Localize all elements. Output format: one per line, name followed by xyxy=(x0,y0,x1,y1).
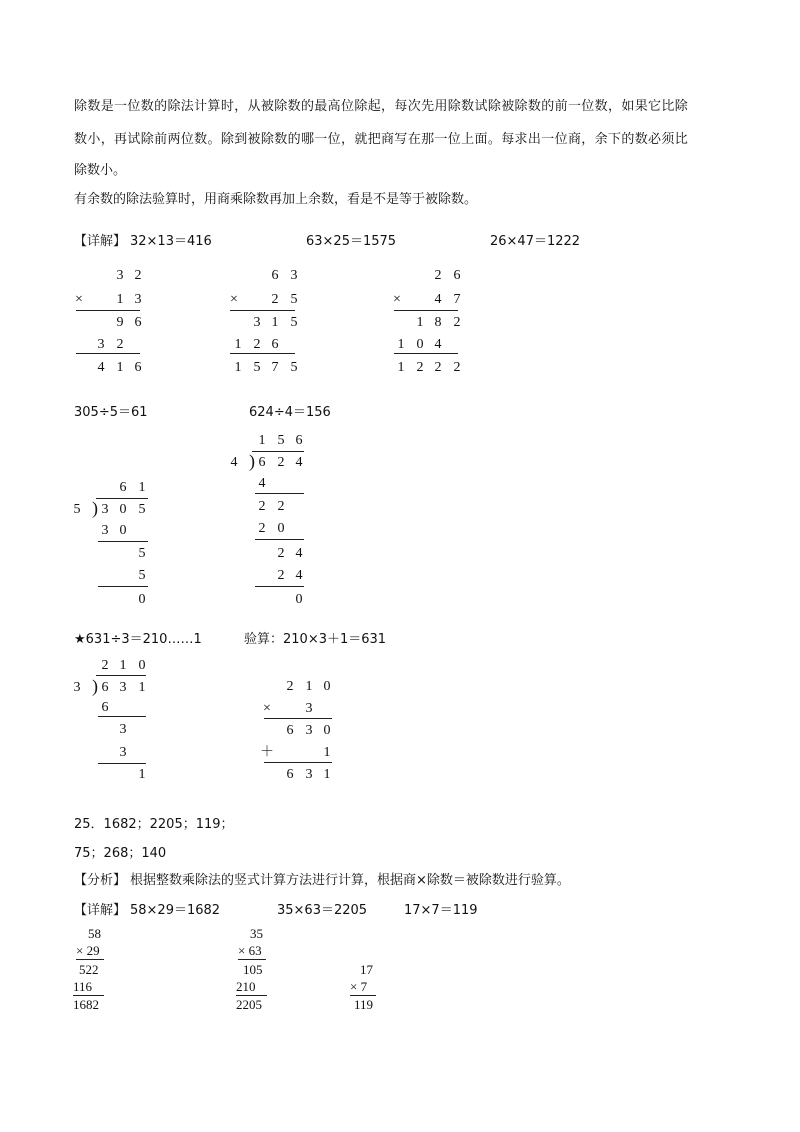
digit: 3 xyxy=(253,315,261,330)
digit: 6 xyxy=(295,433,303,448)
rule xyxy=(264,762,332,763)
digit: 1 xyxy=(305,679,313,694)
digit: 2 xyxy=(271,292,279,307)
division-eq-1: 305÷5＝61 xyxy=(74,405,148,420)
times-sign: × xyxy=(75,292,83,307)
digit: 6 xyxy=(134,360,142,375)
operand: × 29 xyxy=(76,943,100,958)
digit: 1 xyxy=(234,337,242,352)
digit: 5 xyxy=(253,360,261,375)
intro-line-2: 数小，再试除前两位数。除到被除数的哪一位，就把商写在那一位上面。每求出一位商，余下的数必须比 xyxy=(74,132,689,147)
digit: 4 xyxy=(295,455,303,470)
digit: 1 xyxy=(119,658,127,673)
divisor: 5 xyxy=(73,502,81,517)
rule xyxy=(394,310,458,311)
digit: 6 xyxy=(101,700,109,715)
digit: 3 xyxy=(305,767,313,782)
digit: 2 xyxy=(134,268,142,283)
rule xyxy=(98,541,148,542)
rule xyxy=(264,718,332,719)
digit: 5 xyxy=(138,568,146,583)
divisor: 4 xyxy=(230,455,238,470)
digit: 4 xyxy=(97,360,105,375)
digit: 7 xyxy=(271,360,279,375)
partial: 522 xyxy=(79,962,99,977)
partial: 105 xyxy=(243,962,263,977)
digit: 0 xyxy=(323,723,331,738)
division-bar xyxy=(252,451,304,452)
digit: 1 xyxy=(323,767,331,782)
digit: 3 xyxy=(97,337,105,352)
digit: 5 xyxy=(138,546,146,561)
digit: 3 xyxy=(305,701,313,716)
answer-line-2: 75；268；140 xyxy=(74,846,167,861)
rule xyxy=(98,763,146,764)
intro-line-3: 除数小。 xyxy=(74,163,127,178)
digit: 2 xyxy=(101,658,109,673)
digit: 3 xyxy=(119,680,127,695)
digit: 2 xyxy=(116,337,124,352)
operand: × 63 xyxy=(238,943,262,958)
digit: 0 xyxy=(138,592,146,607)
division-bar xyxy=(96,675,146,676)
digit: 1 xyxy=(116,360,124,375)
digit: 6 xyxy=(101,680,109,695)
digit: 6 xyxy=(119,480,127,495)
digit: 3 xyxy=(101,523,109,538)
rule xyxy=(230,353,295,354)
digit: 5 xyxy=(138,502,146,517)
bracket: ) xyxy=(92,498,98,518)
detail1-eq3: 26×47＝1222 xyxy=(490,234,581,249)
partial: 116 xyxy=(73,979,93,994)
result: 1682 xyxy=(73,997,99,1012)
analysis-text: 根据整数乘除法的竖式计算方法进行计算，根据商×除数＝被除数进行验算。 xyxy=(130,873,570,888)
digit: 0 xyxy=(295,592,303,607)
check-equation: 验算：210×3＋1＝631 xyxy=(244,632,387,647)
rule xyxy=(76,959,104,960)
digit: 6 xyxy=(258,455,266,470)
digit: 6 xyxy=(453,268,461,283)
digit: 1 xyxy=(397,360,405,375)
digit: 3 xyxy=(119,722,127,737)
digit: 4 xyxy=(434,292,442,307)
digit: 1 xyxy=(138,767,146,782)
digit: 1 xyxy=(138,680,146,695)
digit: 3 xyxy=(134,292,142,307)
digit: 1 xyxy=(416,315,424,330)
rule xyxy=(230,310,295,311)
digit: 1 xyxy=(271,315,279,330)
division-eq-2: 624÷4＝156 xyxy=(249,405,331,420)
digit: 4 xyxy=(295,568,303,583)
digit: 0 xyxy=(119,523,127,538)
operand: × 7 xyxy=(350,979,368,994)
detail1-eq2: 63×25＝1575 xyxy=(306,234,397,249)
times-sign: × xyxy=(393,292,401,307)
answer-line-1: 25．1682；2205；119； xyxy=(74,817,234,832)
division-bar xyxy=(96,498,148,499)
digit: 4 xyxy=(434,337,442,352)
digit: 2 xyxy=(258,521,266,536)
digit: 6 xyxy=(134,315,142,330)
digit: 3 xyxy=(119,745,127,760)
digit: 2 xyxy=(434,360,442,375)
rule xyxy=(238,959,266,960)
digit: 0 xyxy=(277,521,285,536)
rule xyxy=(255,539,304,540)
digit: 3 xyxy=(305,723,313,738)
digit: 0 xyxy=(119,502,127,517)
digit: 2 xyxy=(286,679,294,694)
digit: 7 xyxy=(453,292,461,307)
rule xyxy=(350,995,376,996)
plus-sign: ＋ xyxy=(260,745,274,760)
result: 2205 xyxy=(236,997,262,1012)
digit: 2 xyxy=(253,337,261,352)
digit: 0 xyxy=(416,337,424,352)
operand: 17 xyxy=(360,962,373,977)
digit: 6 xyxy=(286,767,294,782)
digit: 3 xyxy=(116,268,124,283)
digit: 5 xyxy=(277,433,285,448)
rule xyxy=(98,586,148,587)
digit: 9 xyxy=(116,315,124,330)
rule xyxy=(73,995,104,996)
intro-line-4: 有余数的除法验算时，用商乘除数再加上余数，看是不是等于被除数。 xyxy=(74,192,478,207)
digit: 0 xyxy=(138,658,146,673)
digit: 2 xyxy=(434,268,442,283)
analysis-label: 【分析】 xyxy=(74,873,127,888)
digit: 3 xyxy=(290,268,298,283)
detail-label-2: 【详解】 xyxy=(74,903,127,918)
digit: 3 xyxy=(101,502,109,517)
digit: 1 xyxy=(234,360,242,375)
digit: 2 xyxy=(453,315,461,330)
star-equation: ★631÷3＝210……1 xyxy=(74,632,202,647)
digit: 0 xyxy=(323,679,331,694)
digit: 5 xyxy=(290,315,298,330)
digit: 6 xyxy=(286,723,294,738)
rule xyxy=(98,716,146,717)
digit: 8 xyxy=(434,315,442,330)
divisor: 3 xyxy=(73,680,81,695)
rule xyxy=(255,493,304,494)
digit: 2 xyxy=(277,568,285,583)
digit: 1 xyxy=(116,292,124,307)
digit: 1 xyxy=(258,433,266,448)
partial: 210 xyxy=(236,979,256,994)
rule xyxy=(236,995,267,996)
digit: 2 xyxy=(453,360,461,375)
digit: 2 xyxy=(277,455,285,470)
digit: 1 xyxy=(323,745,331,760)
digit: 2 xyxy=(258,499,266,514)
digit: 6 xyxy=(271,268,279,283)
digit: 2 xyxy=(416,360,424,375)
result: 119 xyxy=(354,997,374,1012)
intro-line-1: 除数是一位数的除法计算时，从被除数的最高位除起，每次先用除数试除被除数的前一位数，如果它比除 xyxy=(74,99,689,114)
digit: 5 xyxy=(290,360,298,375)
digit: 2 xyxy=(277,499,285,514)
operand: 58 xyxy=(88,926,101,941)
rule xyxy=(255,586,304,587)
operand: 35 xyxy=(250,926,263,941)
digit: 4 xyxy=(258,476,266,491)
digit: 5 xyxy=(290,292,298,307)
times-sign: × xyxy=(230,292,238,307)
digit: 6 xyxy=(271,337,279,352)
digit: 1 xyxy=(397,337,405,352)
times-sign: × xyxy=(263,701,271,716)
detail2-eq2: 35×63＝2205 xyxy=(277,903,368,918)
rule xyxy=(76,310,140,311)
digit: 4 xyxy=(295,546,303,561)
rule xyxy=(76,353,140,354)
digit: 2 xyxy=(277,546,285,561)
rule xyxy=(394,353,458,354)
bracket: ) xyxy=(249,451,255,471)
bracket: ) xyxy=(92,676,98,696)
detail1-eq1: 32×13＝416 xyxy=(130,234,212,249)
digit: 1 xyxy=(138,480,146,495)
detail2-eq1: 58×29＝1682 xyxy=(130,903,221,918)
detail2-eq3: 17×7＝119 xyxy=(404,903,478,918)
detail-label-1: 【详解】 xyxy=(74,234,127,249)
